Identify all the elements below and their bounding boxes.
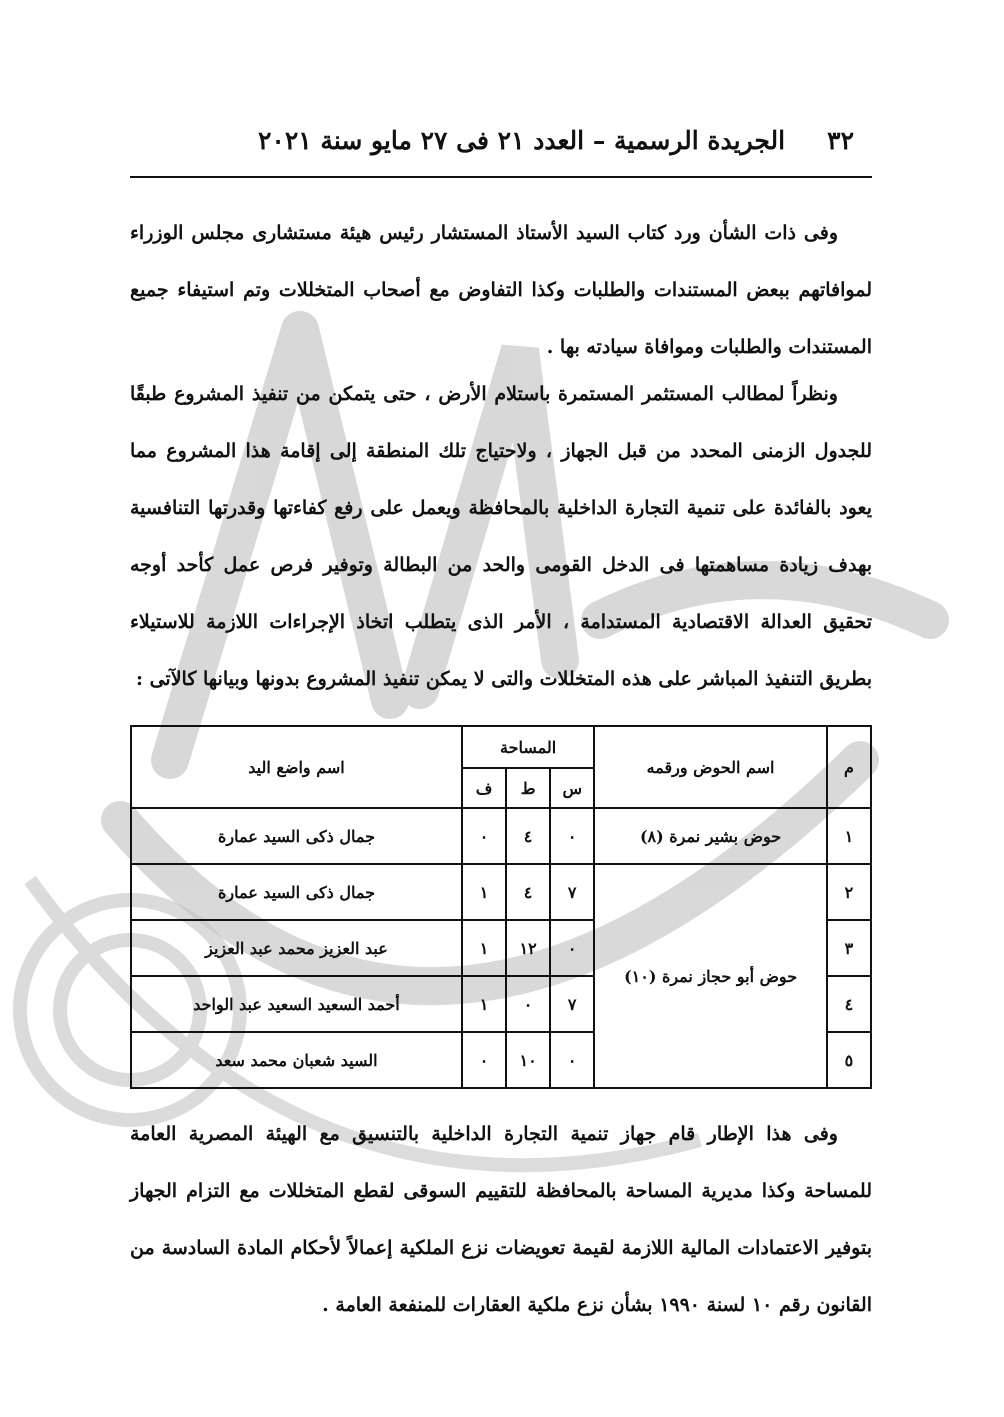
cell-holder: جمال ذكى السيد عمارة: [131, 864, 462, 920]
cell-feddan: ٠: [462, 808, 506, 864]
paragraph-2: [130, 366, 872, 708]
cell-feddan: ٠: [462, 1032, 506, 1088]
header-area: المساحة: [462, 726, 594, 768]
cell-qirat: ٤: [506, 864, 550, 920]
table-header-row: [131, 726, 871, 768]
cell-feddan: ١: [462, 920, 506, 976]
page-header: [130, 126, 872, 166]
paragraph-3-text: وفى هذا الإطار قام جهاز تنمية التجارة الداخلية بالتنسيق مع الهيئة المصرية العامة للمساحة وكذا مديرية المساحة بالمحافظة للتقييم السوقى لقطع المتخللات مع التزام الجهاز بتوفير الاعتمادات المالية اللازمة لقيمة تعويضات نزع الملكية إعمالاً لأحكام المادة السادسة من القانون رقم ١٠ لسنة ١٩٩٠ بشأن نزع ملكية العقارات للمنفعة العامة .: [130, 1123, 872, 1316]
cell-sahm: ٠: [550, 1032, 594, 1088]
header-holder: اسم واضع اليد: [131, 726, 462, 808]
cell-feddan: ١: [462, 976, 506, 1032]
header-basin: اسم الحوض ورقمه: [594, 726, 827, 808]
cell-holder: عبد العزيز محمد عبد العزيز: [131, 920, 462, 976]
cell-feddan: ١: [462, 864, 506, 920]
gazette-title: الجريدة الرسمية – العدد ٢١ فى ٢٧ مايو سنة ٢٠٢١: [258, 126, 786, 155]
cell-holder: جمال ذكى السيد عمارة: [131, 808, 462, 864]
header-feddan: ف: [462, 768, 506, 808]
header-serial: م: [827, 726, 871, 808]
cell-basin: حوض بشير نمرة (٨): [594, 808, 827, 864]
header-qirat: ط: [506, 768, 550, 808]
header-sahm: س: [550, 768, 594, 808]
cell-qirat: ٤: [506, 808, 550, 864]
page-number: ٣٢: [827, 126, 854, 155]
cell-holder: أحمد السعيد السعيد عبد الواحد: [131, 976, 462, 1032]
cell-sahm: ٠: [550, 920, 594, 976]
cell-qirat: ١٠: [506, 1032, 550, 1088]
paragraph-2-text: ونظراً لمطالب المستثمر المستمرة باستلام الأرض ، حتى يتمكن من تنفيذ المشروع طبقًا للجدول الزمنى المحدد من قبل الجهاز ، ولاحتياج تلك المنطقة إلى إقامة هذا المشروع مما يعود بالفائدة على تنمية التجارة الداخلية بالمحافظة ويعمل على رفع كفاءتها وقدرتها التنافسية بهدف زيادة مساهمتها فى الدخل القومى والحد من البطالة وتوفير فرص عمل كأحد أوجه تحقيق العدالة الاقتصادية المستدامة ، الأمر الذى يتطلب اتخاذ الإجراءات اللازمة للاستيلاء بطريق التنفيذ المباشر على هذه المتخللات والتى لا يمكن تنفيذ المشروع بدونها وبيانها كالآتى :: [130, 383, 872, 690]
cell-serial: ٤: [827, 976, 871, 1032]
cell-qirat: ٠: [506, 976, 550, 1032]
paragraph-1: [130, 205, 872, 376]
cell-serial: ١: [827, 808, 871, 864]
cell-sahm: ٧: [550, 864, 594, 920]
cell-serial: ٥: [827, 1032, 871, 1088]
cell-sahm: ٠: [550, 808, 594, 864]
cell-basin: حوض أبو حجاز نمرة (١٠): [594, 864, 827, 1088]
cell-qirat: ١٢: [506, 920, 550, 976]
cell-serial: ٣: [827, 920, 871, 976]
paragraph-3: [130, 1106, 872, 1334]
table-row: [131, 864, 871, 920]
cell-sahm: ٧: [550, 976, 594, 1032]
table-row: [131, 808, 871, 864]
header-divider: [130, 176, 872, 178]
cell-serial: ٢: [827, 864, 871, 920]
cell-holder: السيد شعبان محمد سعد: [131, 1032, 462, 1088]
paragraph-1-text: وفى ذات الشأن ورد كتاب السيد الأستاذ المستشار رئيس هيئة مستشارى مجلس الوزراء لموافاتهم ببعض المستندات والطلبات وكذا التفاوض مع أصحاب المتخللات وتم استيفاء جميع المستندات والطلبات وموافاة سيادته بها .: [130, 222, 872, 358]
holdings-table: [130, 725, 872, 1089]
